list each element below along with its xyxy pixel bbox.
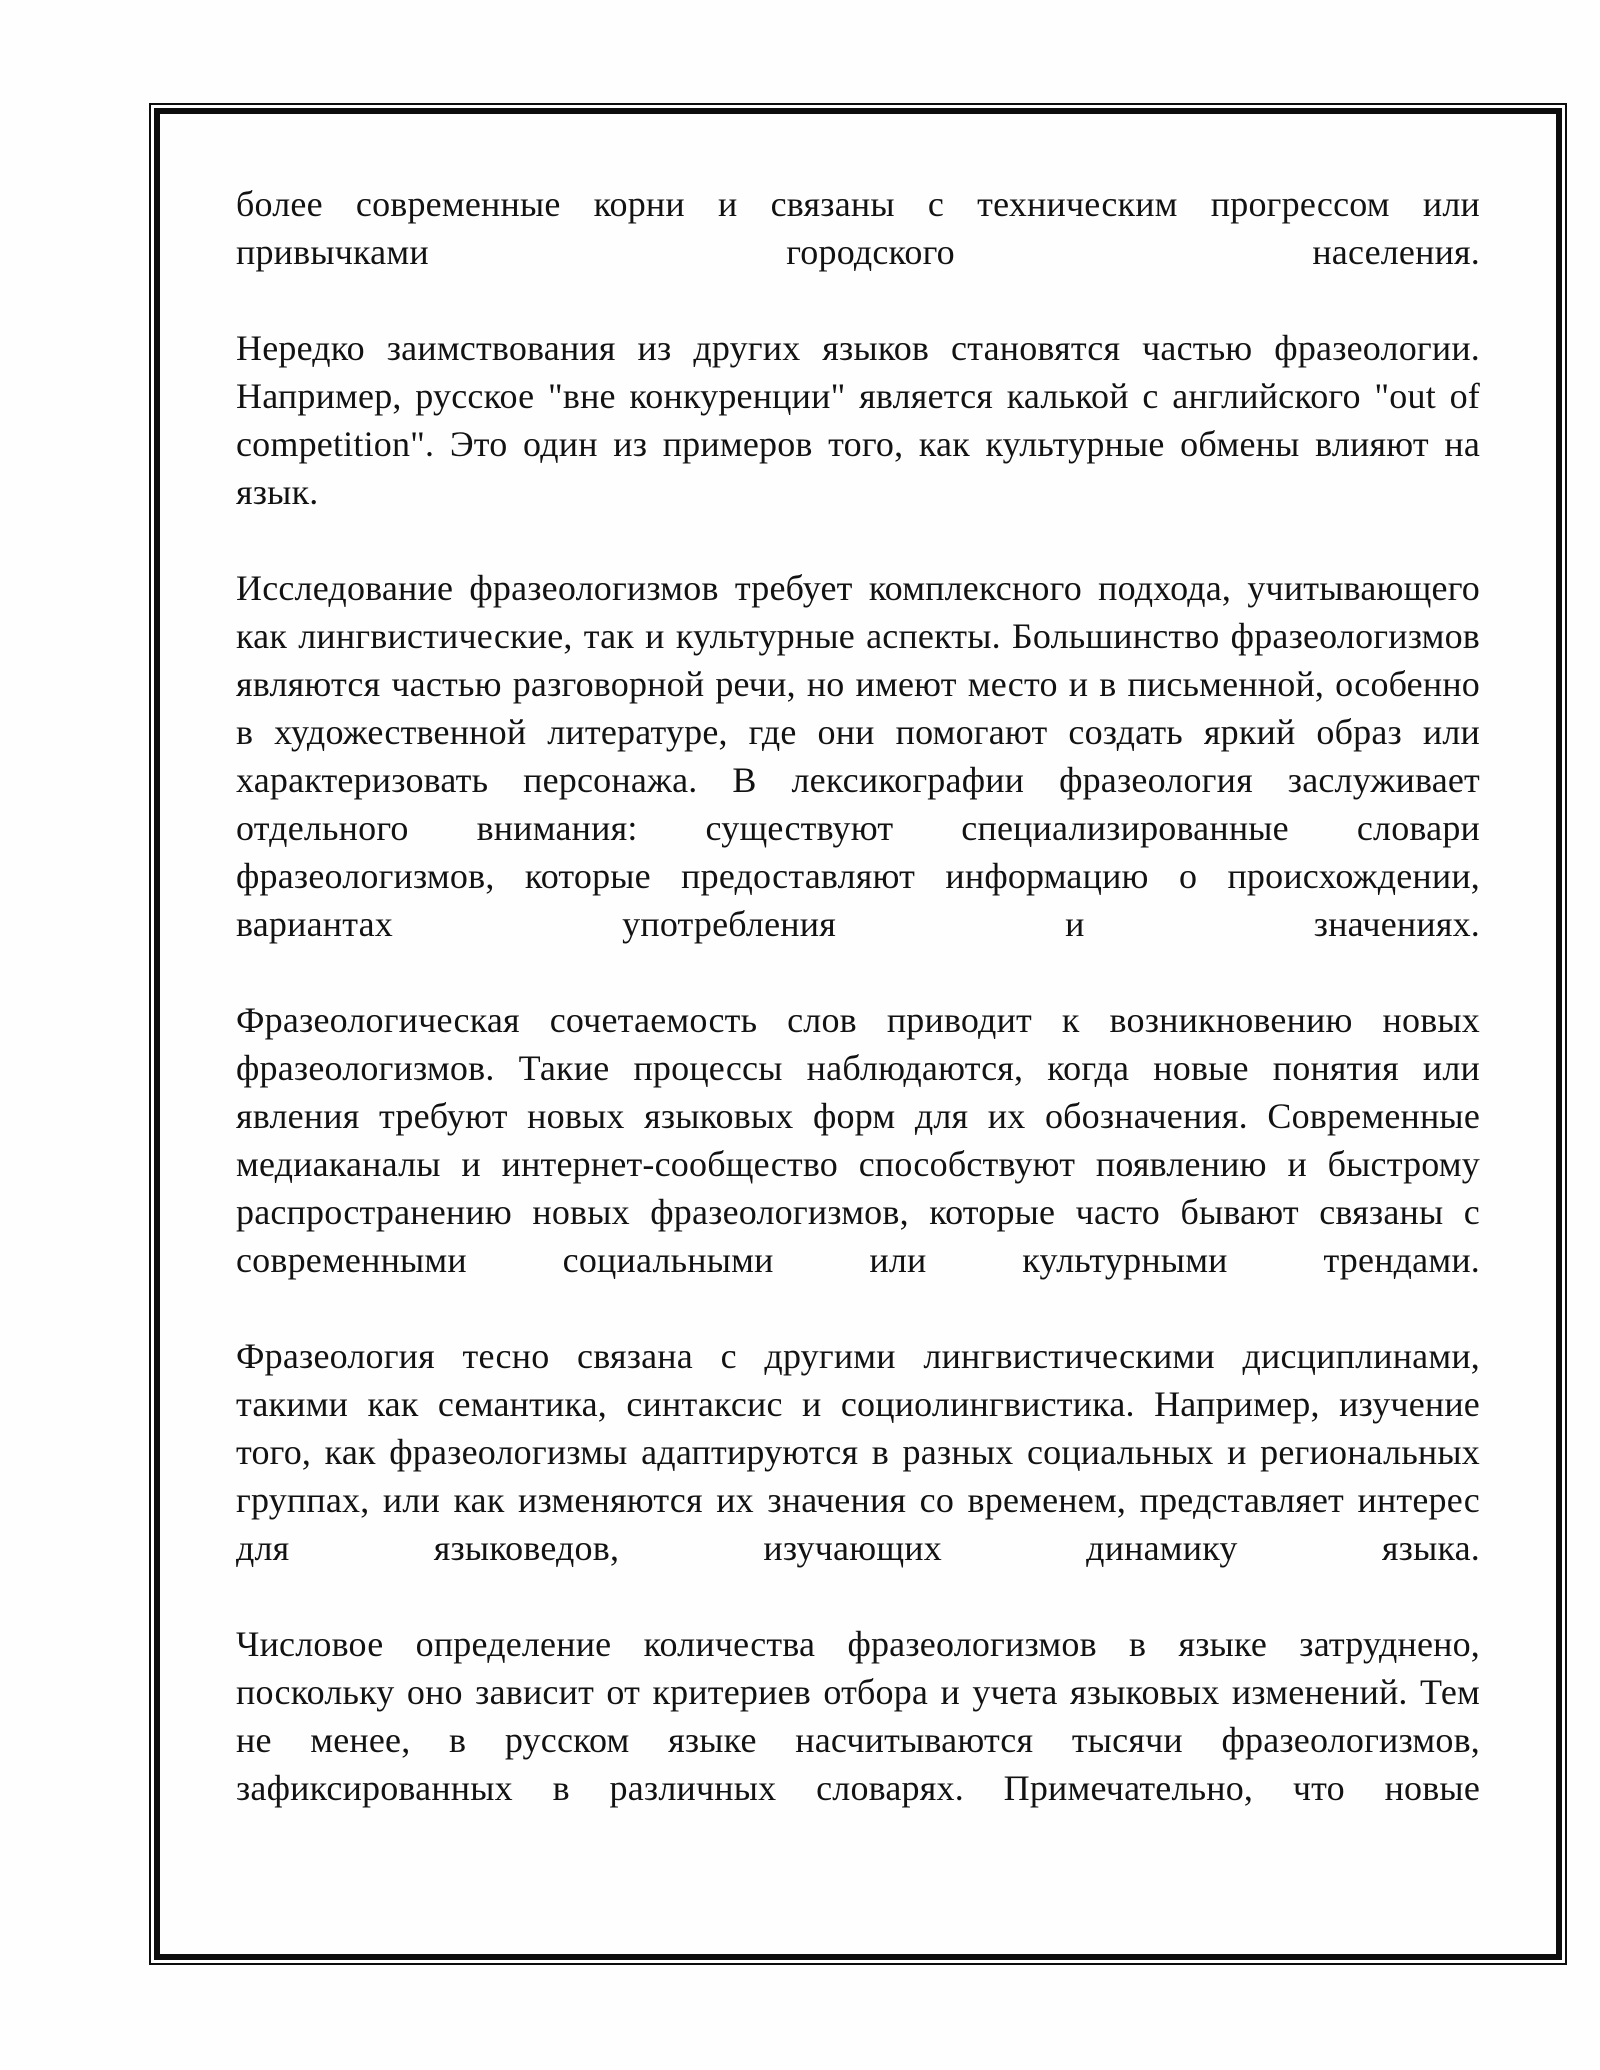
text-line: являются частью разговорной речи, но имеют место и в письменной, особенно bbox=[236, 664, 1480, 704]
paragraph bbox=[236, 1332, 1480, 1572]
text-line: фразеологизмов. Такие процессы наблюдаются, когда новые понятия или bbox=[236, 1048, 1480, 1088]
page-border-frame-inner bbox=[154, 108, 1562, 1960]
text-line: в художественной литературе, где они помогают создать яркий образ или bbox=[236, 712, 1480, 752]
page-border-frame bbox=[149, 103, 1567, 1965]
text-line: более современные корни и связаны с техническим прогрессом или bbox=[236, 184, 1480, 224]
text-line: такими как семантика, синтаксис и социолингвистика. Например, изучение bbox=[236, 1384, 1480, 1424]
paragraph bbox=[236, 1620, 1480, 1812]
text-line: явления требуют новых языковых форм для их обозначения. Современные bbox=[236, 1096, 1480, 1136]
text-line: привычками городского населения. bbox=[236, 232, 1480, 272]
text-line: Исследование фразеологизмов требует комплексного подхода, учитывающего bbox=[236, 568, 1480, 608]
paragraph bbox=[236, 564, 1480, 948]
text-line: Числовое определение количества фразеологизмов в языке затруднено, bbox=[236, 1624, 1480, 1664]
text-line: поскольку оно зависит от критериев отбора и учета языковых изменений. Тем bbox=[236, 1672, 1480, 1712]
text-line: Нередко заимствования из других языков становятся частью фразеологии. bbox=[236, 328, 1480, 368]
text-line: для языковедов, изучающих динамику языка. bbox=[236, 1528, 1480, 1568]
text-line: распространению новых фразеологизмов, которые часто бывают связаны с bbox=[236, 1192, 1480, 1232]
text-line: не менее, в русском языке насчитываются тысячи фразеологизмов, bbox=[236, 1720, 1480, 1760]
text-line: Фразеологическая сочетаемость слов приводит к возникновению новых bbox=[236, 1000, 1480, 1040]
text-line: как лингвистические, так и культурные аспекты. Большинство фразеологизмов bbox=[236, 616, 1480, 656]
text-line: язык. bbox=[236, 472, 319, 512]
text-line: Например, русское "вне конкуренции" является калькой с английского "out of bbox=[236, 376, 1480, 416]
text-line: Фразеология тесно связана с другими лингвистическими дисциплинами, bbox=[236, 1336, 1480, 1376]
text-line: competition". Это один из примеров того, как культурные обмены влияют на bbox=[236, 424, 1480, 464]
text-line: того, как фразеологизмы адаптируются в разных социальных и региональных bbox=[236, 1432, 1480, 1472]
text-line: группах, или как изменяются их значения со временем, представляет интерес bbox=[236, 1480, 1480, 1520]
paragraph bbox=[236, 180, 1480, 276]
text-line: медиаканалы и интернет-сообщество способствуют появлению и быстрому bbox=[236, 1144, 1480, 1184]
text-line: современными социальными или культурными трендами. bbox=[236, 1240, 1480, 1280]
paragraph bbox=[236, 324, 1480, 516]
text-line: фразеологизмов, которые предоставляют информацию о происхождении, bbox=[236, 856, 1480, 896]
text-line: характеризовать персонажа. В лексикографии фразеология заслуживает bbox=[236, 760, 1480, 800]
text-line: зафиксированных в различных словарях. Примечательно, что новые bbox=[236, 1768, 1480, 1808]
paragraph bbox=[236, 996, 1480, 1284]
text-line: отдельного внимания: существуют специализированные словари bbox=[236, 808, 1480, 848]
document-text bbox=[236, 180, 1480, 1812]
text-line: вариантах употребления и значениях. bbox=[236, 904, 1480, 944]
